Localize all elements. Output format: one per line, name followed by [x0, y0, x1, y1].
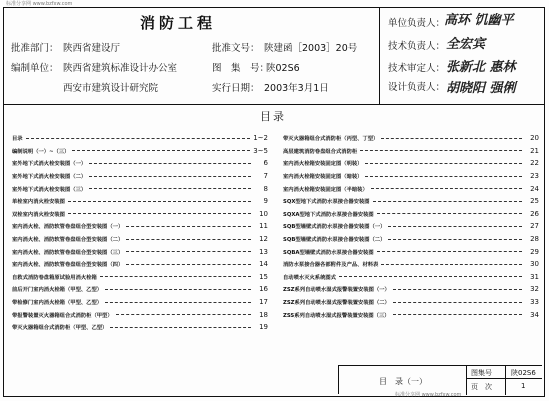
project-title: 消防工程 [140, 14, 217, 32]
watermark-top: 标准分享网 www.bzfxw.com [6, 1, 73, 7]
toc-leader-dots [72, 150, 250, 151]
signature-unit: 高环 饥幽平 [444, 13, 514, 28]
toc-entry [283, 296, 539, 309]
approval-dept: 陕西省建设厅 [63, 43, 121, 54]
toc-entry [12, 283, 268, 296]
toc-leader-dots [68, 213, 251, 214]
title-block-atlas-no: 陕02S6 [511, 369, 536, 377]
toc-entry-page: 23 [530, 172, 539, 181]
signature-divider [379, 8, 380, 104]
toc-entry-page: 9 [263, 197, 268, 206]
toc-entry-title: 室内消火栓、消防软管卷盘组合型安装图（四） [12, 262, 124, 269]
title-block [338, 365, 542, 394]
doc-no: 陕建函［2003］20号 [264, 43, 358, 54]
toc-leader-dots [105, 302, 251, 303]
toc-entry-title: ZSS系列自动喷水湿式报警装置安装图（三） [283, 312, 390, 319]
atlas-label: 图 集 号： [212, 63, 270, 74]
toc-entry-title: 室内消火栓、消防软管卷盘组合型安装图（二） [12, 237, 124, 244]
toc-entry-page: 11 [259, 222, 268, 231]
toc-entry-page: 25 [530, 197, 539, 206]
toc-entry-title: 双栓室内消火栓安装图 [12, 211, 65, 218]
toc-entry-title: 带灭火器箱组合式消防柜（甲型、乙型） [12, 325, 108, 332]
title-block-atlas-label: 图集号 [471, 369, 492, 377]
toc-entry-page: 21 [530, 146, 539, 155]
toc-leader-dots [126, 226, 251, 227]
toc-entry [12, 245, 268, 258]
toc-entry-page: 20 [530, 134, 539, 143]
toc-leader-dots [68, 201, 251, 202]
toc-entry [12, 195, 268, 208]
toc-entry-page: 10 [259, 209, 268, 218]
toc-entry-page: 22 [530, 159, 539, 168]
toc-entry [12, 258, 268, 271]
toc-entry-page: 17 [259, 298, 268, 307]
toc-entry [12, 220, 268, 233]
toc-entry [12, 132, 268, 145]
toc-entry [12, 296, 268, 309]
watermark-bottom: 标准分享网 www.bzfxw.com [395, 392, 462, 398]
toc-leader-dots [89, 188, 251, 189]
toc-entry [12, 321, 268, 334]
toc-entry [283, 170, 539, 183]
toc-entry-page: 34 [530, 310, 539, 319]
sig-label-design: 设计负责人： [388, 82, 446, 93]
toc-entry-title: 室内消火栓、消防软管卷盘组合型安装图（三） [12, 249, 124, 256]
toc-entry-title: 室外地下式消火栓安装图（三） [12, 186, 87, 193]
toc-entry-title: 室外地下式消火栓安装图（二） [12, 174, 87, 181]
toc-leader-dots [381, 264, 522, 265]
toc-right-column [283, 132, 539, 321]
toc-leader-dots [126, 239, 251, 240]
doc-no-label: 批准文号： [212, 43, 260, 54]
sig-label-unit: 单位负责人： [388, 18, 446, 29]
toc-leader-dots [110, 327, 251, 328]
toc-entry [283, 208, 539, 221]
toc-entry [12, 208, 268, 221]
institute: 西安市建筑设计研究院 [63, 83, 159, 94]
title-block-page-label: 页 次 [471, 383, 492, 391]
toc-entry-title: SQXA型地下式消防水泵接合器安装图 [283, 211, 374, 218]
toc-entry-title: SQX型地下式消防水泵接合器安装图 [283, 199, 370, 206]
toc-entry [283, 145, 539, 158]
toc-entry [283, 258, 539, 271]
toc-entry-title: 前后开门室内消火栓箱（甲型、乙型） [12, 287, 103, 294]
toc-leader-dots [360, 150, 522, 151]
toc-entry-page: 32 [530, 285, 539, 294]
toc-entry-title: 室内消火栓、消防软管卷盘组合型安装图（一） [12, 224, 124, 231]
toc-leader-dots [388, 239, 522, 240]
toc-leader-dots [377, 213, 522, 214]
toc-leader-dots [26, 138, 251, 139]
toc-entry [283, 182, 539, 195]
toc-entry [12, 182, 268, 195]
toc-entry [283, 220, 539, 233]
toc-entry [283, 132, 539, 145]
toc-leader-dots [393, 289, 522, 290]
toc-entry-page: 14 [259, 260, 268, 269]
effective-label: 实行日期： [212, 83, 260, 94]
toc-leader-dots [339, 276, 522, 277]
compiler-label: 编制单位： [11, 63, 59, 74]
toc-entry-title: 目录 [12, 136, 23, 143]
toc-entry-title: ZSZ系列自动喷水湿式报警装置安装图（一） [283, 287, 390, 294]
toc-entry-page: 6 [263, 159, 268, 168]
toc-entry-page: 12 [259, 235, 268, 244]
toc-entry-title: 单栓室内消火栓安装图 [12, 199, 65, 206]
toc-entry-title: 带检修门室内消火栓箱（甲型、乙型） [12, 300, 103, 307]
toc-entry-page: 3~5 [253, 146, 268, 155]
sig-label-review: 技术审定人： [388, 63, 446, 74]
toc-entry-title: 带灭火器箱组合式消防柜（丙型、丁型） [283, 136, 379, 143]
toc-entry-title: 编制说明（一）~（三） [12, 148, 70, 155]
toc-leader-dots [388, 226, 522, 227]
toc-entry-page: 28 [530, 235, 539, 244]
toc-entry-title: 高层建筑消防卷盘组合式消防柜 [283, 148, 358, 155]
toc-leader-dots [105, 289, 251, 290]
toc-leader-dots [371, 188, 522, 189]
toc-entry [283, 233, 539, 246]
atlas-no: 陕02S6 [266, 63, 300, 74]
toc-entry-page: 18 [259, 310, 268, 319]
toc-leader-dots [377, 251, 522, 252]
toc-entry [12, 157, 268, 170]
toc-leader-dots [126, 251, 251, 252]
toc-entry [12, 308, 268, 321]
toc-entry [283, 157, 539, 170]
toc-entry [12, 170, 268, 183]
toc-leader-dots [393, 314, 522, 315]
toc-entry [12, 145, 268, 158]
signature-design: 胡晓阳 强俐 [446, 81, 516, 96]
toc-entry [283, 283, 539, 296]
compiler: 陕西省建筑标准设计办公室 [63, 63, 178, 74]
toc-entry-title: ZSZ系列自动喷水湿式报警装置安装图（二） [283, 300, 390, 307]
toc-entry-title: 室内消火栓箱安装固定图（半暗装） [283, 186, 368, 193]
toc-entry-title: 室内消火栓箱安装固定图（暗装） [283, 174, 363, 181]
toc-entry-page: 1~2 [253, 134, 268, 143]
toc-entry [12, 271, 268, 284]
toc-entry-page: 24 [530, 184, 539, 193]
toc-entry [283, 271, 539, 284]
signature-review: 张新北 惠林 [446, 60, 516, 75]
approval-dept-label: 批准部门： [11, 43, 59, 54]
toc-entry-page: 29 [530, 247, 539, 256]
title-block-page-no: 1 [521, 382, 526, 390]
toc-leader-dots [393, 302, 522, 303]
signature-tech: 全宏宾 [446, 37, 486, 52]
toc-entry-page: 27 [530, 222, 539, 231]
toc-entry-title: 带报警装置灭火器箱组合式消防柜（甲型） [12, 312, 113, 319]
toc-entry-page: 15 [259, 272, 268, 281]
toc-entry [283, 195, 539, 208]
toc-entry-title: 自动喷水灭火系统图式 [283, 274, 336, 281]
toc-entry-page: 30 [530, 260, 539, 269]
sig-label-tech: 技术负责人： [388, 41, 446, 52]
toc-entry [12, 233, 268, 246]
toc-entry-title: SQB型墙壁式消防水泵接合器安装图（二） [283, 237, 386, 244]
toc-entry-page: 7 [263, 172, 268, 181]
toc-entry-title: SQBA型墙壁式消防水泵接合器安装图 [283, 249, 374, 256]
toc-leader-dots [89, 163, 251, 164]
toc-title: 目录 [260, 110, 286, 123]
toc-entry-page: 16 [259, 285, 268, 294]
toc-entry [283, 308, 539, 321]
toc-entry [283, 245, 539, 258]
title-block-name: 目 录（一） [379, 377, 427, 386]
toc-leader-dots [89, 176, 251, 177]
toc-leader-dots [365, 163, 522, 164]
header-divider [4, 104, 544, 105]
toc-leader-dots [381, 138, 522, 139]
toc-entry-title: 室外地下式消火栓安装图（一） [12, 161, 87, 168]
toc-entry-page: 33 [530, 298, 539, 307]
toc-entry-page: 13 [259, 247, 268, 256]
toc-leader-dots [373, 201, 522, 202]
toc-leader-dots [365, 176, 522, 177]
toc-leader-dots [126, 264, 251, 265]
toc-entry-page: 31 [530, 272, 539, 281]
toc-entry-page: 26 [530, 209, 539, 218]
toc-leader-dots [100, 276, 251, 277]
toc-left-column [12, 132, 268, 334]
toc-entry-title: SQB型墙壁式消防水泵接合器安装图（一） [283, 224, 386, 231]
toc-leader-dots [116, 314, 251, 315]
toc-entry-title: 室内消火栓箱安装固定图（明装） [283, 161, 363, 168]
toc-entry-title: 自救式消防卷盘箱原试验用消火栓箱 [12, 274, 97, 281]
effective-date: 2003年3月1日 [264, 83, 329, 94]
toc-entry-page: 19 [259, 323, 268, 332]
toc-entry-title: 消防水泵接合器各部附件及产品、材料表 [283, 262, 379, 269]
toc-entry-page: 8 [263, 184, 268, 193]
